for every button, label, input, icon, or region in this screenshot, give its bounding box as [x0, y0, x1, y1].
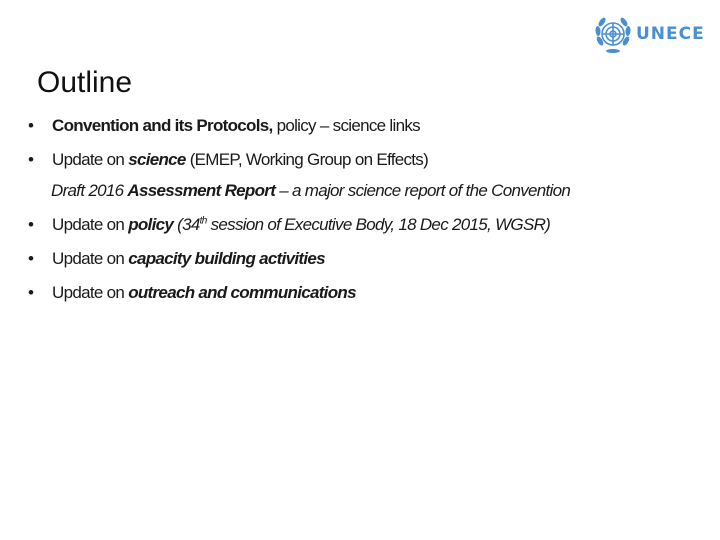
un-emblem-icon: [592, 13, 634, 55]
bullet-text-italic: (34: [173, 215, 200, 234]
bullet-text: Update on: [52, 283, 129, 302]
sub-item-text: Draft 2016: [51, 181, 128, 200]
bullet-convention: [28, 116, 708, 136]
bullet-text-italic: session of Executive Body, 18 Dec 2015, WGSR): [206, 215, 551, 234]
bullet-text-emphasis: policy: [128, 215, 174, 234]
bullet-marker: •: [28, 215, 34, 234]
bullet-text: Update on: [52, 150, 129, 169]
bullet-marker: •: [28, 116, 34, 135]
bullet-marker: •: [28, 283, 34, 302]
bullet-capacity-building: [28, 249, 708, 269]
sub-item-assessment-report: [51, 181, 708, 201]
bullet-text-emphasis: science: [128, 150, 186, 169]
bullet-text: Update on: [52, 215, 129, 234]
bullet-text: Update on: [52, 249, 129, 268]
bullet-text-emphasis: capacity building activities: [128, 249, 325, 268]
bullet-science: [28, 150, 708, 170]
bullet-marker: •: [28, 249, 34, 268]
unece-logo: [592, 13, 705, 55]
bullet-text: (EMEP, Working Group on Effects): [185, 150, 429, 169]
superscript: th: [199, 215, 207, 227]
sub-item-text: – a major science report of the Convention: [275, 181, 571, 200]
bullet-policy: [28, 215, 708, 235]
bullet-list: [28, 116, 708, 303]
slide-title: Outline: [37, 66, 133, 99]
bullet-marker: •: [28, 150, 34, 169]
sub-item-text-bold: Assessment Report: [127, 181, 276, 200]
bullet-text-emphasis: outreach and communications: [128, 283, 356, 302]
bullet-text: policy – science links: [272, 116, 420, 135]
logo-text: UNECE: [636, 24, 705, 44]
bullet-outreach: [28, 283, 708, 303]
bullet-text-bold: Convention and its Protocols,: [52, 116, 273, 135]
